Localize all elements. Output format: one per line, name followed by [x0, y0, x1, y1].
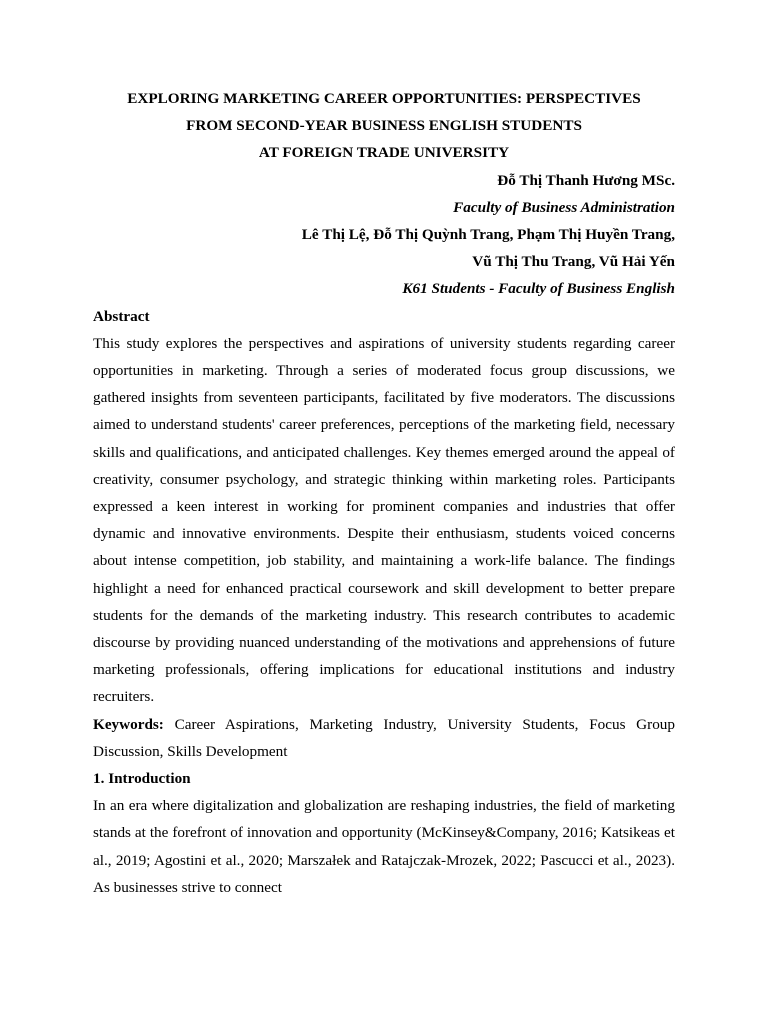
supervisor-affiliation: Faculty of Business Administration: [453, 198, 675, 216]
paper-title: [93, 85, 675, 167]
introduction-heading: 1. Introduction: [93, 770, 191, 788]
keywords-label: Keywords:: [93, 715, 164, 733]
supervisor-name: Đỗ Thị Thanh Hương MSc.: [497, 171, 675, 189]
title-line-1: EXPLORING MARKETING CAREER OPPORTUNITIES: PERSPECTIVES: [127, 90, 641, 107]
student-names-line-2: Vũ Thị Thu Trang, Vũ Hải Yến: [472, 253, 675, 271]
abstract-text: This study explores the perspectives and aspirations of university students regarding career opportunities in marketing. Through a series of moderated focus group discussions, we gathered insights from seventeen participants, facilitated by five moderators. The discussions aimed to understand students' career preferences, perceptions of the marketing field, necessary skills and qualifications, and anticipated challenges. Key themes emerged around the appeal of creativity, consumer psychology, and strategic thinking within marketing roles. Participants expressed a keen interest in working for prominent companies and industries that offer dynamic and innovative environments. Despite their enthusiasm, students voiced concerns about intense competition, job stability, and maintaining a work-life balance. The findings highlight a need for enhanced practical coursework and skill development to better prepare students for the demands of the marketing industry. This research contributes to academic discourse by providing nuanced understanding of the motivations and apprehensions of future marketing professionals, offering implications for educational institutions and industry recruiters.: [93, 334, 675, 706]
student-names-line-1: Lê Thị Lệ, Đỗ Thị Quỳnh Trang, Phạm Thị Huyền Trang,: [301, 226, 675, 244]
keywords-text: Career Aspirations, Marketing Industry, University Students, Focus Group Discussion, Skills Development: [93, 715, 675, 760]
title-line-2: FROM SECOND-YEAR BUSINESS ENGLISH STUDENTS: [186, 117, 582, 135]
paper-page: [93, 85, 675, 901]
keywords-paragraph: [93, 711, 675, 765]
introduction-text: In an era where digitalization and globalization are reshaping industries, the field of marketing stands at the forefront of innovation and opportunity (McKinsey&Company, 2016; Katsikeas et al., 2019; Agostini et al., 2020; Marszałek and Ratajczak-Mrozek, 2022; Pascucci et al., 2023). As businesses strive to connect: [93, 797, 675, 896]
abstract-heading: Abstract: [93, 307, 150, 325]
title-line-3: AT FOREIGN TRADE UNIVERSITY: [258, 144, 510, 162]
student-affiliation: K61 Students - Faculty of Business English: [402, 280, 675, 298]
